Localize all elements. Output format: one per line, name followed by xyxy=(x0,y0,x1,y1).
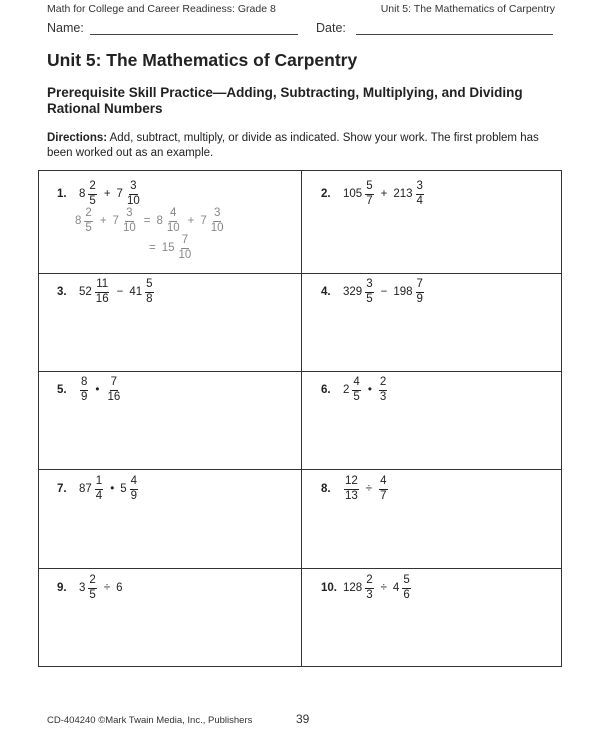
problem-7: 7. 87 $\frac{1}{4}$ • 5 $\frac{4}{9}$ xyxy=(57,475,138,502)
problem-6: 6. 2 $\frac{4}{5}$ • $\frac{2}{3}$ xyxy=(321,376,387,403)
date-label: Date: xyxy=(316,21,346,35)
problem-number: 2. xyxy=(321,188,331,200)
fraction: $\frac{2}{5}$ xyxy=(89,180,96,207)
page-title: Unit 5: The Mathematics of Carpentry xyxy=(47,50,358,70)
problem-number: 10. xyxy=(321,582,337,594)
grid-divider xyxy=(39,273,561,274)
problem-number: 5. xyxy=(57,384,67,396)
fraction: $\frac{3}{10}$ xyxy=(126,180,140,207)
problem-1 xyxy=(57,181,142,207)
operator: + xyxy=(103,188,111,200)
name-label: Name: xyxy=(47,21,84,35)
page-subtitle: Prerequisite Skill Practice—Adding, Subtracting, Multiplying, and Dividing Rational Numbers xyxy=(47,85,523,116)
whole-number: 8 xyxy=(79,188,86,200)
problem-number: 8. xyxy=(321,483,331,495)
problem-number: 9. xyxy=(57,582,67,594)
problem-number: 4. xyxy=(321,286,331,298)
problem-number: 1. xyxy=(57,188,67,200)
directions-text: Add, subtract, multiply, or divide as indicated. Show your work. The first problem has been worked out as an example. xyxy=(47,132,539,159)
problem-3: 3. 52 $\frac{11}{16}$ − 41 $\frac{5}{8}$ xyxy=(57,278,153,305)
example-work-line-1: 8 $\frac{2}{5}$ + 7 $\frac{3}{10}$ = 8 $\frac{4}{10}$ + 7 $\frac{3}{10}$ xyxy=(75,207,224,234)
unit-header: Unit 5: The Mathematics of Carpentry xyxy=(380,3,555,15)
name-line xyxy=(90,34,298,35)
whole-number: 7 xyxy=(116,188,123,200)
problem-number: 3. xyxy=(57,286,67,298)
problem-2: 2. 105 $\frac{5}{7}$ + 213 $\frac{3}{4}$ xyxy=(321,180,423,207)
book-title-header: Math for College and Career Readiness: Grade 8 xyxy=(47,3,276,15)
directions xyxy=(47,131,562,161)
directions-label: Directions: xyxy=(47,132,108,144)
grid-divider xyxy=(39,568,561,569)
problem-9: 9. 3 $\frac{2}{5}$ ÷ 6 xyxy=(57,574,123,601)
grid-divider-vertical xyxy=(301,171,302,666)
grid-divider xyxy=(39,469,561,470)
example-work-line-2: = 15 $\frac{7}{10}$ xyxy=(149,234,192,261)
problem-5: 5. $\frac{8}{9}$ • $\frac{7}{16}$ xyxy=(57,376,121,403)
problem-grid xyxy=(38,170,562,667)
problem-4: 4. 329 $\frac{3}{5}$ − 198 $\frac{7}{9}$ xyxy=(321,278,423,305)
page-number: 39 xyxy=(296,712,310,726)
publisher-footer: CD-404240 ©Mark Twain Media, Inc., Publishers xyxy=(47,715,253,726)
problem-number: 7. xyxy=(57,483,67,495)
problem-8: 8. $\frac{12}{13}$ ÷ $\frac{4}{7}$ xyxy=(321,475,387,502)
problem-number: 6. xyxy=(321,384,331,396)
grid-divider xyxy=(39,371,561,372)
date-line xyxy=(356,34,553,35)
problem-10: 10. 128 $\frac{2}{3}$ ÷ 4 $\frac{5}{6}$ xyxy=(321,574,410,601)
